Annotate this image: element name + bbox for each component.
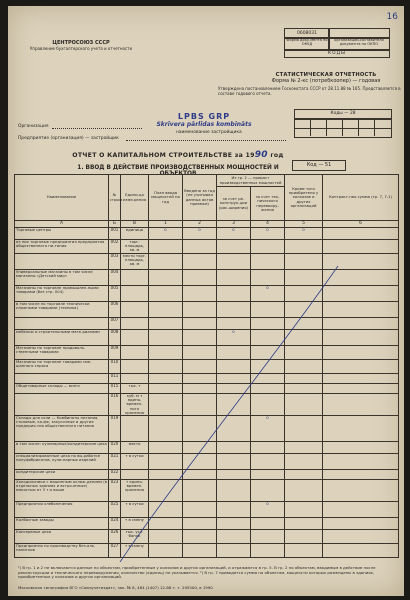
row-code-cell: 006 (109, 302, 121, 318)
row-plan-cell: 0 (149, 228, 183, 240)
row-code-cell: 005 (109, 286, 121, 302)
col-recon-header: за счет ре-конструк-ции (рас-ширения) (217, 187, 251, 221)
row-name-cell: Магазины по торговле продоволь-ственными товарами (15, 346, 109, 360)
row-tech-cell: 0 (251, 228, 285, 240)
row-code-cell: 011 (109, 374, 121, 384)
row-code-cell: 027 (109, 544, 121, 558)
okud-code: 0608031 (284, 28, 330, 39)
row-code-cell: 023 (109, 480, 121, 502)
row-recon-cell: 0 (217, 228, 251, 240)
ministry-name: ЦЕНТРОСОЮЗ СССР (52, 40, 110, 46)
letter-cell: 3 (217, 221, 251, 228)
row-name-cell: Склады для соли — Комбинаты питания, столовые, ка-фе, закусочные и другие предприя-тия общественного питания (15, 416, 109, 442)
row-code-cell: 020 (109, 442, 121, 454)
section-code: Код — 51 (292, 160, 346, 171)
row-unit-cell: куб. м т едино-времен-ного хранения (121, 394, 149, 416)
row-code-cell: 008 (109, 330, 121, 346)
title-suffix: год (270, 152, 284, 159)
row-unit-cell: место (121, 442, 149, 454)
row-unit-cell: единица (121, 228, 149, 240)
row-code-cell: 015 (109, 384, 121, 394)
row-name-cell: Магазины по торговле промышлен-ными товарами (без стр. 004) (15, 286, 109, 302)
row-code-cell: 001 (109, 228, 121, 240)
row-actual-cell: 0 (183, 228, 217, 240)
row-unit-cell: тыс. усл. банок (121, 530, 149, 544)
stamp-line-2: Skrīvera pārlīdas kombināts (156, 121, 252, 128)
row-unit-cell: т в смену (121, 518, 149, 530)
page-number: 16 (386, 12, 398, 22)
letter-cell: 5 (285, 221, 323, 228)
row-tech-cell: 0 (251, 416, 285, 442)
col-contract-header: Контракт-ная сумма (гр. 7, 7-1) (323, 175, 399, 221)
row-recon-cell: 0 (217, 330, 251, 346)
row-name-cell: из них торговые предприятия предприятия общественного пи-тания (15, 240, 109, 254)
row-name-cell: Предприятия хлебопечения (15, 502, 109, 518)
department-name: Управление бухгалтерского учета и отчетности (29, 46, 133, 51)
developer-sublabel: наименование застройщика (176, 130, 242, 135)
row-unit-cell: место торг. площадь, кв. м (121, 254, 149, 270)
printer-imprint: Московская типография ВГО «Союзучетиздат», зак. № 8, 484 (1407) 12-88 т. т. 295500, в 1990 (18, 585, 213, 590)
row-name-cell: Предприятия по производству без-алк. напитков (15, 544, 109, 558)
row-name-cell: Холодильники с машинным охлаж-дением (в отдельных зданиях и встро-енные) емкостью от 3 т и выше (15, 480, 109, 502)
letter-cell: 2 (183, 221, 217, 228)
row-name-cell: Магазины по торговле товарами сме-шанного спроса (15, 360, 109, 374)
row-name-cell: Общетоварные склады — всего (15, 384, 109, 394)
row-code-cell: 009 (109, 346, 121, 360)
row-name-cell: специализированные цеха по вы-работке полуфабрикатов, кули-нарных изделий (15, 454, 109, 470)
letter-cell: 4 (251, 221, 285, 228)
col-acquired-header: Кроме того приобретено у колхозов и других организаций (285, 175, 323, 221)
stamp-line-1: LPBS GRP (177, 112, 231, 121)
statistical-title: СТАТИСТИЧЕСКАЯ ОТЧЕТНОСТЬ (275, 72, 377, 78)
section-title: 1. ВВОД В ДЕЙСТВИЕ ПРОИЗВОДСТВЕННЫХ МОЩНОСТЕЙ И ОБЪЕКТОВ (77, 165, 279, 177)
row-acquired-cell: 0 (285, 228, 323, 240)
col-plan-header: План ввода мощностей на год (149, 175, 183, 221)
okud-label: Форма доку-мента по ОКУД (284, 37, 330, 51)
row-code-cell: 002 (109, 240, 121, 254)
row-code-cell: 022 (109, 470, 121, 480)
row-code-cell: 016 (109, 394, 121, 416)
row-name-cell: в том числе: кулинарные/кондитерские цеха (15, 442, 109, 454)
enterprise-label: Предприятие (организация) — застройщик (18, 136, 119, 141)
handwritten-strike-curve (8, 6, 404, 596)
letter-cell: В (121, 221, 149, 228)
letter-cell: 1 (149, 221, 183, 228)
report-year: 90 (254, 150, 268, 160)
row-name-cell: Колбасные заводы (15, 518, 109, 530)
footnote: ¹) В гр. 1 и 2 не включаются данные по объектам, приобретенным у колхозов и других организаций, и отражаются в гр. 5. В гр. 2 по объектам, вводимым в действие после реконструкции и технического перевооружения, количество (единиц) не указывается. ²) В гр. 7 приводится сумма по объектам, мощности которых размещены в зданиях, приобретенных у колхозов и других организаций. (18, 565, 376, 580)
letter-cell: А (15, 221, 109, 228)
report-page (8, 6, 404, 596)
row-tech-cell: 0 (251, 502, 285, 518)
row-unit-cell: тыс. т (121, 384, 149, 394)
row-code-cell: 026 (109, 530, 121, 544)
row-name-cell: Торговые центры (15, 228, 109, 240)
row-code-cell: 021 (109, 454, 121, 470)
codes-28-label: Коды — 28 (294, 109, 392, 119)
col-group-header: Из гр. 2 — прирост производственных мощностей (217, 175, 285, 187)
col-name-header: Наименование (15, 175, 109, 221)
row-unit-cell: т едино-времен. хранения (121, 480, 149, 502)
row-code-cell: 019 (109, 416, 121, 442)
row-unit-cell: т в сутки (121, 502, 149, 518)
codes-label: КОДЫ (284, 49, 390, 58)
row-unit-cell: торг. площадь, кв. м (121, 240, 149, 254)
row-code-cell: 025 (109, 502, 121, 518)
row-name-cell: Консервные цеха (15, 530, 109, 544)
row-code-cell: 004 (109, 270, 121, 286)
approval-note: Утверждена постановлением Госкомстата СССР от 28.11.88 № 165. Представляется в составе годового отчета. (218, 86, 401, 96)
row-code-cell: 007 (109, 318, 121, 330)
row-code-cell: 010 (109, 360, 121, 374)
row-name-cell: в том числе по торговле технически сложными товарами (техника) (15, 302, 109, 318)
col-code-header: № строки (109, 175, 121, 221)
letter-cell: Б (109, 221, 121, 228)
organization-label: Организация (18, 124, 49, 129)
col-tech-header: за счет тех-нического перевоору-жения (251, 187, 285, 221)
row-code-cell: 024 (109, 518, 121, 530)
row-name-cell: кондитерские цехи (15, 470, 109, 480)
row-unit-cell: т в смену (121, 544, 149, 558)
col-unit-header: Едини-ца изме-рения (121, 175, 149, 221)
form-number: Форма № 2-кс (потребкоопер) — годовая (271, 78, 381, 84)
row-name-cell: мебелью и строительными мате-риалами (15, 330, 109, 346)
row-tech-cell: 0 (251, 286, 285, 302)
title-prefix: ОТЧЕТ О КАПИТАЛЬНОМ СТРОИТЕЛЬСТВЕ за 19 (72, 152, 255, 159)
letter-cell: 6 (323, 221, 399, 228)
row-name-cell: Универсальные магазины в том числе магазины «Детский мир» (15, 270, 109, 286)
row-unit-cell: т в сутки (121, 454, 149, 470)
col-actual-header: Введено за год (не учитывая данных актов приемки) (183, 175, 217, 221)
row-code-cell: 003 (109, 254, 121, 270)
okpo-label: организации-составителя документа по ОКПО (328, 37, 390, 51)
